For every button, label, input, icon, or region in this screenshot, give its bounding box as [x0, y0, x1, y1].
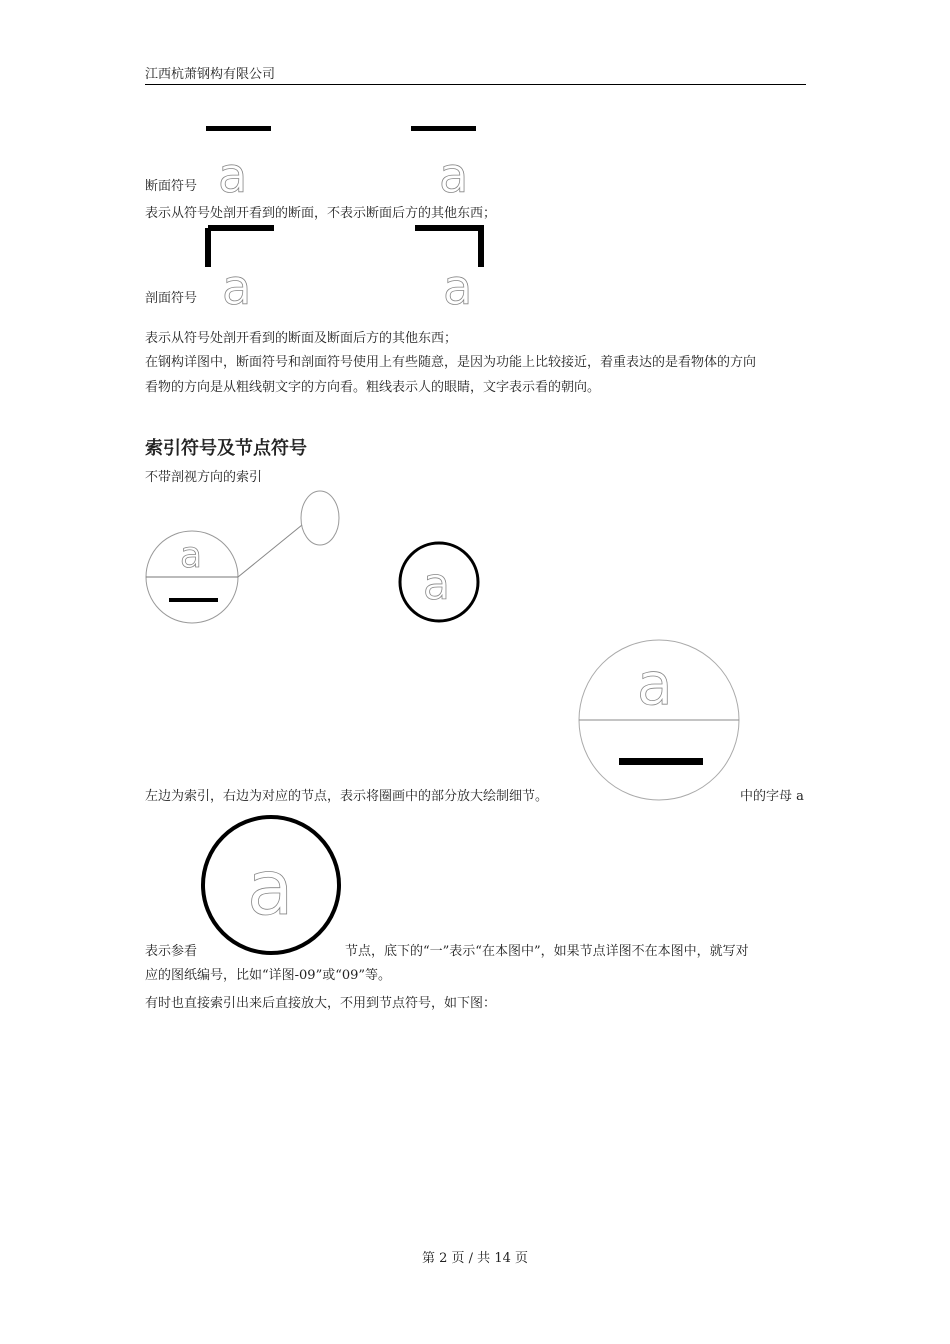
large-detail-letter-a: a: [247, 843, 294, 932]
large-index-letter-a: a: [637, 650, 673, 718]
detail-symbol-figure: [395, 538, 485, 628]
large-index-dash: [619, 758, 703, 765]
index-dash: [169, 598, 218, 602]
section-thick-line: [411, 126, 476, 131]
duanmian-description: 表示从符号处剖开看到的断面，不表示断面后方的其他东西；: [145, 206, 497, 221]
section-symbol-figure-1: [200, 120, 290, 204]
cut-letter-a: a: [443, 260, 473, 316]
section-letter-a: a: [439, 148, 469, 204]
index-explanation-right: 中的字母 a: [740, 789, 804, 804]
cut-symbol-figure-2: [410, 222, 510, 316]
index-symbol-figure: [140, 485, 350, 630]
detail-range-circle: [301, 491, 339, 545]
index-leader-line: [238, 525, 302, 577]
section-heading-index: 索引符号及节点符号: [145, 438, 307, 459]
page-header-company: 江西杭萧钢构有限公司: [145, 67, 276, 82]
page-footer: 第 2 页 / 共 14 页: [422, 1251, 528, 1266]
large-detail-symbol-figure: [198, 814, 348, 959]
index-letter-a: a: [180, 535, 203, 576]
note-line-1: 在钢构详图中，断面符号和剖面符号使用上有些随意，是因为功能上比较接近，着重表达的是看物体的方向: [145, 355, 757, 370]
cut-letter-a: a: [222, 260, 252, 316]
section-letter-a: a: [218, 148, 248, 204]
index-subtitle: 不带剖视方向的索引: [145, 470, 263, 485]
section-thick-line: [206, 126, 271, 131]
note-line-2: 看物的方向是从粗线朝文字的方向看。粗线表示人的眼睛，文字表示看的朝向。: [145, 380, 601, 395]
direct-enlarge-note: 有时也直接索引出来后直接放大，不用到节点符号，如下图：: [145, 996, 497, 1011]
poumian-label: 剖面符号: [145, 291, 198, 306]
index-explanation-left: 左边为索引，右边为对应的节点，表示将圈画中的部分放大绘制细节。: [145, 789, 549, 804]
detail-letter-a: a: [423, 559, 450, 610]
section-symbol-figure-2: [405, 120, 495, 204]
cut-symbol-figure-1: [200, 222, 300, 316]
poumian-description: 表示从符号处剖开看到的断面及断面后方的其他东西；: [145, 331, 458, 346]
large-index-symbol-figure: [575, 638, 745, 808]
duanmian-label: 断面符号: [145, 179, 198, 194]
detail-explanation-left: 表示参看: [145, 944, 198, 959]
detail-explanation-right: 节点，底下的“一”表示“在本图中”，如果节点详图不在本图中，就写对: [345, 944, 749, 959]
header-divider: [145, 84, 806, 85]
detail-explanation-line2: 应的图纸编号，比如“详图-09”或“09”等。: [145, 968, 392, 983]
